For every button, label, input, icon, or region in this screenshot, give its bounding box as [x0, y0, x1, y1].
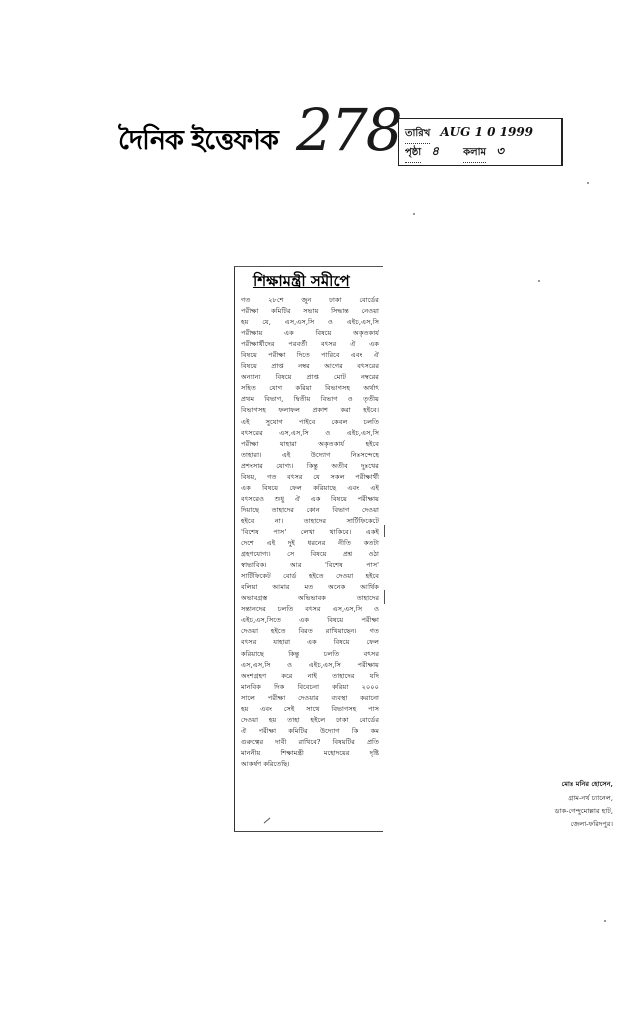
article-line: বলিয়া আমার মত অনেক আর্থিক — [241, 583, 379, 592]
article-line: বিষয়ে প্রাপ্ত নম্বর আগের বৎসরের — [241, 362, 379, 371]
scan-mark — [384, 525, 385, 537]
article-line: দেওয়া হয় তাহা হইলে ঢাকা বোর্ডের — [241, 715, 379, 724]
article-line: সন্তানদের চলতি বৎসর এস,এস,সি ও — [241, 605, 379, 614]
article-line: বৎসর যাহারা এক বিষয়ে ফেল — [241, 638, 379, 647]
article-line: বৎসরেও শুধু ঐ এক বিষয়ে পরীক্ষায় — [241, 494, 379, 503]
article-line: হয় যে, এস,এস,সি ও এইচ,এস,সি — [241, 318, 379, 327]
article-line: দেশে এই দুই ধরনের নীতি কতটা — [241, 539, 379, 548]
article-clipping — [234, 266, 383, 832]
scan-dot — [587, 182, 589, 184]
article-line: পরীক্ষার্থীদের পরবর্তী বৎসর ঐ এক — [241, 340, 379, 349]
article-line: সার্টিফিকেট বোর্ড হইতে দেওয়া হইবে — [241, 572, 379, 581]
newspaper-masthead: দৈনিক ইত্তেফাক — [118, 125, 278, 156]
stamp-column-label: কলাম — [463, 145, 486, 163]
article-line: করিয়াছে কিন্তু চলতি বৎসর — [241, 649, 379, 658]
stamp-column-value: ৩ — [496, 144, 504, 158]
article-line: দেওয়া হইতে বিরত রাখিয়াছেন। গত — [241, 627, 379, 636]
article-line: মানবিক দিক বিবেচনা করিয়া ২০০০ — [241, 682, 379, 691]
article-title: শিক্ষামন্ত্রী সমীপে — [253, 272, 350, 290]
article-body — [241, 295, 379, 770]
article-line: গ্রহণযোগ্য। সে বিষয়ে প্রশ্ন ওঠা — [241, 550, 379, 559]
scan-dot — [538, 280, 540, 282]
article-line: বিষয়ে পরীক্ষা দিতে পারিবে এবং ঐ — [241, 351, 379, 360]
article-line: পরীক্ষা কমিটির সভায় সিদ্ধান্ত নেওয়া — [241, 307, 379, 316]
article-line: এক বিষয়ে ফেল করিয়াছে এবং এই — [241, 483, 379, 492]
article-line: ঐ পরীক্ষা কমিটির উদ্যোগ কি কম — [241, 726, 379, 735]
stamp-page-label: পৃষ্ঠা — [405, 145, 421, 163]
scan-mark — [384, 590, 385, 604]
article-line: হয় এবং সেই সাথে বিভাগসহ পাস — [241, 704, 379, 713]
article-line: পরীক্ষা যাহারা অকৃতকার্য হইবে — [241, 439, 379, 448]
article-line: অভাবগ্রস্ত অভিভাবক তাহাদের — [241, 594, 379, 603]
article-line: বিভাগসহ ফলাফল প্রকাশ করা হইবে। — [241, 406, 379, 415]
article-line: প্রথম বিভাগ, দ্বিতীয় বিভাগ ও তৃতীয় — [241, 395, 379, 404]
article-line: গুরুত্বের দাবী রাখিবে? বিষয়টির প্রতি — [241, 737, 379, 746]
article-line: পরীক্ষায় এক বিষয়ে অকৃতকার্য — [241, 329, 379, 338]
article-line: হইবে না। তাহাদের সার্টিফিকেটে — [241, 516, 379, 525]
article-line: স্বাভাবিক। আর 'বিশেষ পাস' — [241, 561, 379, 570]
signature-name: মোঃ মনির হোসেন, — [561, 780, 613, 788]
signature-post: ডাক-গেন্দুমোল্লার হাট, — [554, 807, 613, 815]
stamp-page-value: ৪ — [431, 144, 440, 158]
article-line: 'বিশেষ পাস' লেখা থাকিবে। একই — [241, 527, 379, 536]
scan-dot — [604, 920, 606, 922]
article-line: প্রশংসার যোগ্য। কিন্তু অতীব দুঃখের — [241, 461, 379, 470]
article-line: তাহারা। এই উদ্যোগ নিঃসন্দেহে — [241, 450, 379, 459]
article-line: বিষয়, গত বৎসর যে সকল পরীক্ষার্থী — [241, 472, 379, 481]
stamp-date-value: AUG 1 0 1999 — [440, 125, 534, 139]
stamp-date-row — [405, 125, 533, 144]
article-line: বৎসরের এস,এস,সি ও এইচ,এস,সি — [241, 428, 379, 437]
article-line: অংশগ্রহণ করে নাই তাহাদের যদি — [241, 671, 379, 680]
stamp-date-label: তারিখ — [405, 126, 430, 144]
scan-dot — [413, 213, 415, 215]
article-line: গত ২৮শে জুন ঢাকা বোর্ডের — [241, 296, 379, 304]
signature-village: গ্রাম-নর্থ চ্যানেল, — [568, 794, 613, 802]
article-line: মাননীয় শিক্ষামন্ত্রী মহোদয়ের দৃষ্টি — [241, 748, 379, 757]
article-line: এস,এস,সি ও এইচ,এস,সি পরীক্ষায় — [241, 660, 379, 669]
article-line: সালে পরীক্ষা দেওয়ার ব্যবস্থা করানো — [241, 693, 379, 702]
article-line: অন্যান্য বিষয়ে প্রাপ্ত মোট নম্বরের — [241, 373, 379, 382]
article-line: এইচ,এস,সিতে এক বিষয়ে পরীক্ষা — [241, 616, 379, 625]
article-line: এই সুযোগ পাইবে কেবল চলতি — [241, 417, 379, 426]
stamp-page-row — [405, 143, 504, 163]
signature-district: জেলা-ফরিদপুর। — [570, 820, 613, 828]
date-stamp — [398, 118, 563, 166]
handwritten-archive-number: 278 — [296, 96, 401, 164]
article-line: আকর্ষণ করিতেছি। — [241, 759, 290, 768]
article-line: সহিত যোগ করিয়া বিভাগসহ অর্থাৎ — [241, 384, 379, 393]
article-line: দিয়াছে তাহাদের কোন বিভাগ দেওয়া — [241, 505, 379, 514]
